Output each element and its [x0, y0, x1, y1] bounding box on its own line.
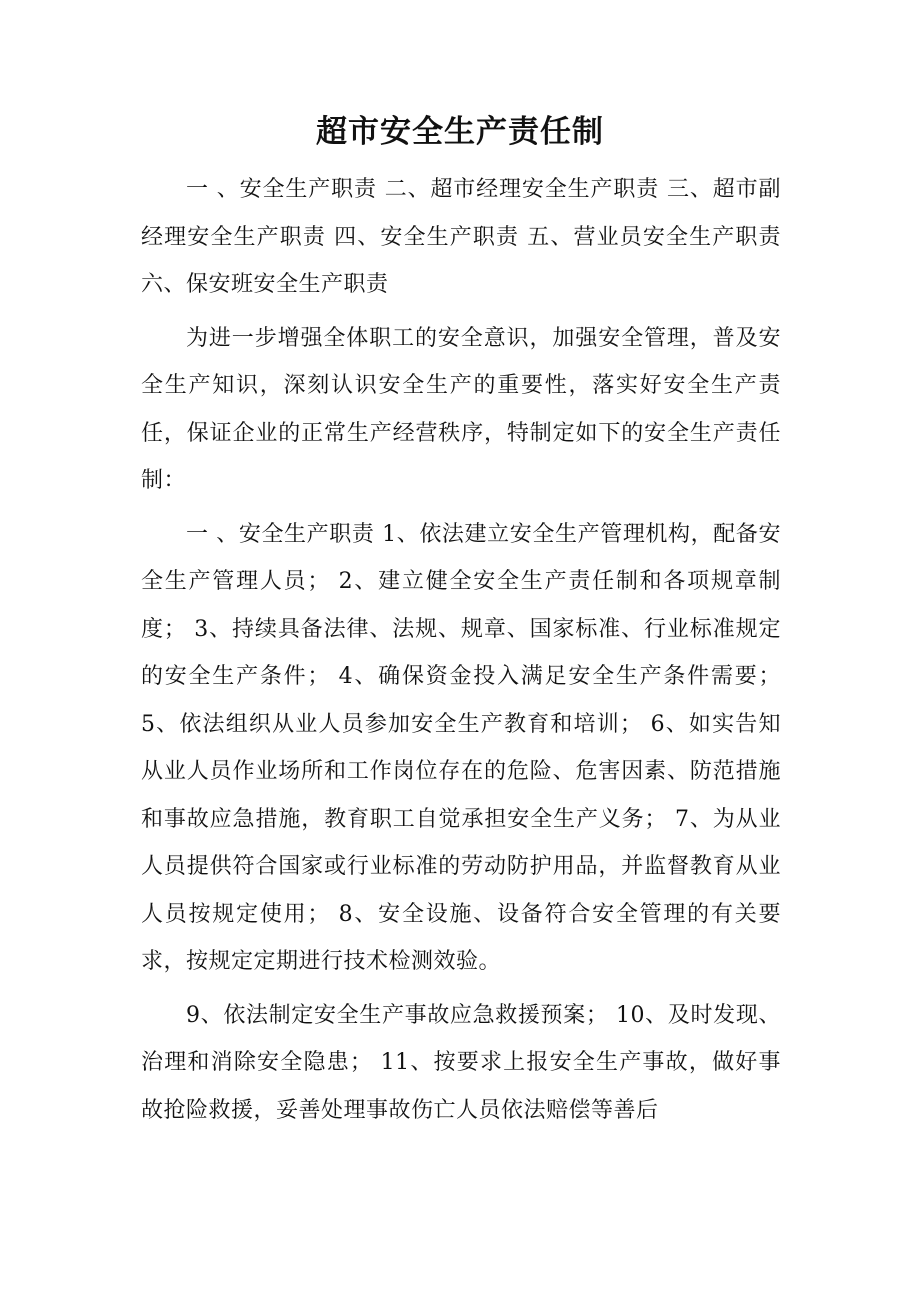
document-title: 超市安全生产责任制	[316, 114, 604, 150]
paragraph-introduction: 为进一步增强全体职工的安全意识，加强安全管理，普及安全生产知识，深刻认识安全生产的重要性，落实好安全生产责任，保证企业的正常生产经营秩序，特制定如下的安全生产责任制：	[141, 325, 781, 493]
paragraph-safety-duties: 一 、安全生产职责 1、依法建立安全生产管理机构，配备安全生产管理人员； 2、建立健全安全生产责任制和各项规章制度； 3、持续具备法律、法规、规章、国家标准、行业标准规定的安全生产条件； 4、确保资金投入满足安全生产条件需要； 5、依法组织从业人员参加安全生产教育和培训； 6、如实告知从业人员作业场所和工作岗位存在的危险、危害因素、防范措施和事故应急措施，教育职工自觉承担安全生产义务； 7、为从业人员提供符合国家或行业标准的劳动防护用品，并监督教育从业人员按规定使用； 8、安全设施、设备符合安全管理的有关要求，按规定定期进行技术检测效验。	[141, 521, 781, 974]
document-body	[141, 166, 781, 1140]
paragraph-table-of-contents: 一 、安全生产职责 二、超市经理安全生产职责 三、超市副经理安全生产职责 四、安全生产职责 五、营业员安全生产职责 六、保安班安全生产职责	[141, 177, 781, 297]
paragraph-safety-duties-continued: 9、依法制定安全生产事故应急救援预案； 10、及时发现、治理和消除安全隐患； 11、按要求上报安全生产事故，做好事故抢险救援，妥善处理事故伤亡人员依法赔偿等善后	[141, 1002, 781, 1123]
